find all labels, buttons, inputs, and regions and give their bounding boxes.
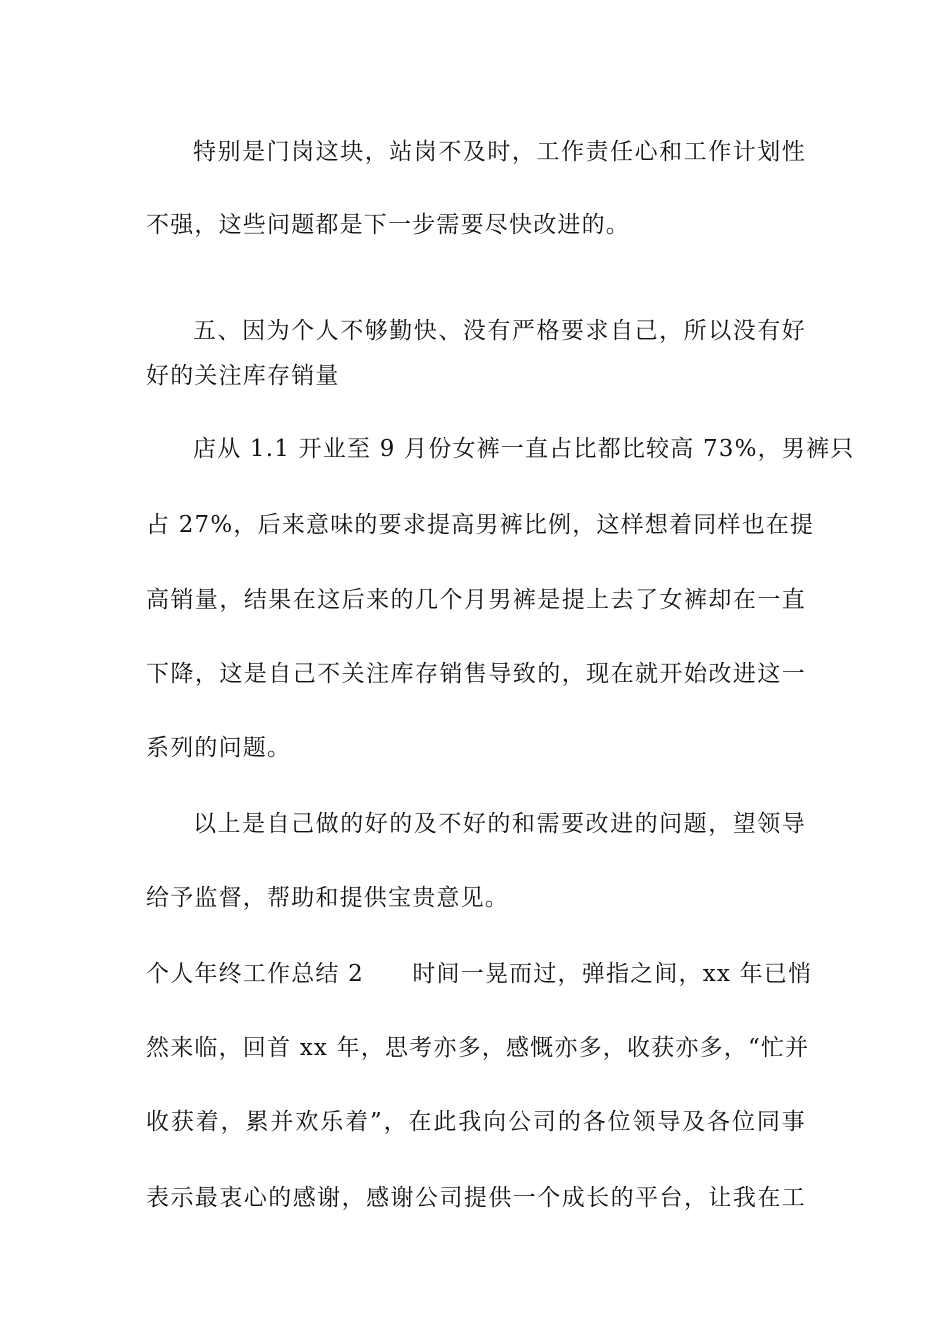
text-line: 表示最衷心的感谢，感谢公司提供一个成长的平台，让我在工 xyxy=(146,1185,806,1211)
text-line: 五、因为个人不够勤快、没有严格要求自己，所以没有好 xyxy=(193,318,806,344)
text-line: 给予监督，帮助和提供宝贵意见。 xyxy=(146,885,509,911)
text-line: 收获着，累并欢乐着”，在此我向公司的各位领导及各位同事 xyxy=(146,1109,806,1135)
text-line: 特别是门岗这块，站岗不及时，工作责任心和工作计划性 xyxy=(193,139,806,165)
text-line: 以上是自己做的好的及不好的和需要改进的问题，望领导 xyxy=(193,811,806,837)
text-line: 下降，这是自己不关注库存销售导致的，现在就开始改进这一 xyxy=(146,661,806,687)
text-line: 店从 1.1 开业至 9 月份女裤一直占比都比较高 73%，男裤只 xyxy=(193,436,855,462)
text-line: 好的关注库存销量 xyxy=(146,363,340,389)
text-line: 占 27%，后来意味的要求提高男裤比例，这样想着同样也在提 xyxy=(146,512,815,538)
text-line: 系列的问题。 xyxy=(146,735,292,761)
section-heading-line: 个人年终工作总结 2 时间一晃而过，弹指之间，xx 年已悄 xyxy=(146,961,813,987)
text-line: 然来临，回首 xx 年，思考亦多，感慨亦多，收获亦多，“忙并 xyxy=(146,1035,810,1061)
text-line: 不强，这些问题都是下一步需要尽快改进的。 xyxy=(146,212,630,238)
text-line: 高销量，结果在这后来的几个月男裤是提上去了女裤却在一直 xyxy=(146,587,806,613)
